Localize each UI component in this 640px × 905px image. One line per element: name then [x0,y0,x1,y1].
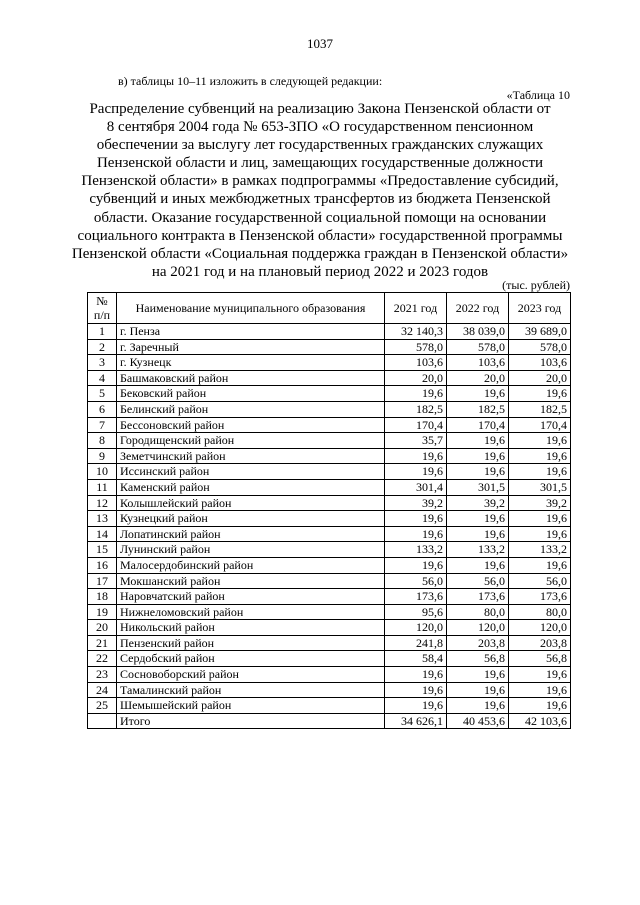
value-2021: 19,6 [385,557,447,573]
value-2023: 182,5 [509,401,571,417]
value-2023: 19,6 [509,526,571,542]
document-title [70,100,570,281]
value-2022: 133,2 [447,542,509,558]
municipality-name: Башмаковский район [117,370,385,386]
value-2021: 19,6 [385,386,447,402]
row-number: 13 [88,511,117,527]
table-row [88,401,571,417]
municipality-name: Мокшанский район [117,573,385,589]
table-row [88,495,571,511]
value-2021: 173,6 [385,589,447,605]
value-2023: 301,5 [509,479,571,495]
municipality-name: Земетчинский район [117,448,385,464]
units-label: (тыс. рублей) [502,278,570,292]
municipality-name: г. Заречный [117,339,385,355]
municipality-name: Тамалинский район [117,682,385,698]
row-number: 9 [88,448,117,464]
municipality-name: Сосновоборский район [117,667,385,683]
subvention-table [87,292,571,729]
table-row [88,635,571,651]
row-number: 17 [88,573,117,589]
value-2023: 203,8 [509,635,571,651]
value-2022: 38 039,0 [447,324,509,340]
row-number: 8 [88,433,117,449]
value-2023: 20,0 [509,370,571,386]
municipality-name: Бековский район [117,386,385,402]
municipality-name: г. Кузнецк [117,355,385,371]
table-row [88,698,571,714]
row-number: 22 [88,651,117,667]
value-2022: 103,6 [447,355,509,371]
header-2021: 2021 год [385,293,447,324]
table-row [88,682,571,698]
municipality-name: Малосердобинский район [117,557,385,573]
value-2023: 173,6 [509,589,571,605]
table-header-row [88,293,571,324]
value-2023: 133,2 [509,542,571,558]
table-row [88,433,571,449]
row-number: 4 [88,370,117,386]
row-number: 15 [88,542,117,558]
value-2021: 133,2 [385,542,447,558]
table-body [88,324,571,729]
row-number: 23 [88,667,117,683]
value-2021: 56,0 [385,573,447,589]
value-2023: 170,4 [509,417,571,433]
title-line: обеспечении за выслугу лет государственных гражданских служащих [96,137,544,154]
municipality-name: Пензенский район [117,635,385,651]
value-2021: 35,7 [385,433,447,449]
value-2022: 182,5 [447,401,509,417]
header-municipality: Наименование муниципального образования [117,293,385,324]
row-number: 6 [88,401,117,417]
municipality-name: Сердобский район [117,651,385,667]
table-row [88,324,571,340]
value-2021: 19,6 [385,511,447,527]
value-2021: 34 626,1 [385,713,447,729]
row-number: 3 [88,355,117,371]
value-2021: 19,6 [385,464,447,480]
table-row [88,479,571,495]
row-number: 10 [88,464,117,480]
municipality-name: Итого [117,713,385,729]
value-2021: 95,6 [385,604,447,620]
table-row [88,651,571,667]
row-number: 24 [88,682,117,698]
value-2021: 241,8 [385,635,447,651]
value-2023: 39,2 [509,495,571,511]
row-number [88,713,117,729]
municipality-name: Белинский район [117,401,385,417]
value-2022: 19,6 [447,526,509,542]
intro-text: в) таблицы 10–11 изложить в следующей редакции: [118,74,383,88]
value-2023: 56,0 [509,573,571,589]
header-2023: 2023 год [509,293,571,324]
value-2021: 120,0 [385,620,447,636]
table-reference: «Таблица 10 [506,88,570,102]
value-2021: 39,2 [385,495,447,511]
table-row [88,620,571,636]
table-row [88,370,571,386]
value-2021: 19,6 [385,698,447,714]
value-2022: 80,0 [447,604,509,620]
row-number: 1 [88,324,117,340]
table-row [88,464,571,480]
municipality-name: Лопатинский район [117,526,385,542]
municipality-name: Бессоновский район [117,417,385,433]
value-2021: 20,0 [385,370,447,386]
row-number: 11 [88,479,117,495]
value-2022: 19,6 [447,682,509,698]
title-line: Пензенской области «Социальная поддержка граждан в Пензенской области» [71,245,569,262]
municipality-name: Нижнеломовский район [117,604,385,620]
row-number: 16 [88,557,117,573]
value-2022: 19,6 [447,386,509,402]
table-row [88,667,571,683]
value-2022: 19,6 [447,511,509,527]
value-2022: 19,6 [447,464,509,480]
table-row [88,557,571,573]
title-line: социального контракта в Пензенской области» государственной программы [77,227,563,244]
value-2023: 578,0 [509,339,571,355]
value-2022: 173,6 [447,589,509,605]
table-row [88,526,571,542]
municipality-name: Колышлейский район [117,495,385,511]
value-2022: 40 453,6 [447,713,509,729]
value-2023: 19,6 [509,667,571,683]
header-number: № п/п [88,293,117,324]
value-2021: 58,4 [385,651,447,667]
municipality-name: г. Пенза [117,324,385,340]
value-2023: 19,6 [509,511,571,527]
row-number: 18 [88,589,117,605]
table-row [88,604,571,620]
value-2021: 578,0 [385,339,447,355]
value-2022: 39,2 [447,495,509,511]
title-line: Распределение субвенций на реализацию Закона Пензенской области от [89,101,551,117]
value-2022: 203,8 [447,635,509,651]
title-line: Пензенской области» в рамках подпрограммы «Предоставление субсидий, [81,173,559,190]
value-2022: 56,8 [447,651,509,667]
value-2021: 19,6 [385,682,447,698]
row-number: 2 [88,339,117,355]
value-2023: 103,6 [509,355,571,371]
value-2021: 170,4 [385,417,447,433]
value-2022: 19,6 [447,448,509,464]
page-number: 1037 [307,36,333,51]
title-line: 8 сентября 2004 года № 653-ЗПО «О государственном пенсионном [106,119,534,136]
value-2021: 301,4 [385,479,447,495]
value-2021: 19,6 [385,667,447,683]
municipality-name: Никольский район [117,620,385,636]
title-line: на 2021 год и на плановый период 2022 и 2023 годов [151,263,489,280]
value-2023: 19,6 [509,386,571,402]
municipality-name: Городищенский район [117,433,385,449]
value-2022: 20,0 [447,370,509,386]
municipality-name: Шемышейский район [117,698,385,714]
title-line: Пензенской области и лиц, замещающих государственные должности [96,155,544,172]
municipality-name: Каменский район [117,479,385,495]
municipality-name: Иссинский район [117,464,385,480]
value-2021: 182,5 [385,401,447,417]
value-2021: 19,6 [385,448,447,464]
value-2023: 19,6 [509,557,571,573]
value-2021: 19,6 [385,526,447,542]
value-2022: 19,6 [447,433,509,449]
value-2023: 19,6 [509,698,571,714]
municipality-name: Кузнецкий район [117,511,385,527]
value-2023: 19,6 [509,682,571,698]
value-2021: 32 140,3 [385,324,447,340]
value-2022: 301,5 [447,479,509,495]
value-2023: 80,0 [509,604,571,620]
table-row [88,355,571,371]
row-number: 5 [88,386,117,402]
row-number: 20 [88,620,117,636]
value-2023: 19,6 [509,433,571,449]
value-2023: 19,6 [509,464,571,480]
table-row [88,511,571,527]
municipality-name: Наровчатский район [117,589,385,605]
value-2023: 19,6 [509,448,571,464]
row-number: 14 [88,526,117,542]
header-2022: 2022 год [447,293,509,324]
table-row [88,386,571,402]
value-2022: 56,0 [447,573,509,589]
value-2022: 19,6 [447,698,509,714]
total-row [88,713,571,729]
title-line: субвенций и иных межбюджетных трансфертов из бюджета Пензенской [89,191,551,208]
value-2023: 39 689,0 [509,324,571,340]
title-line: области. Оказание государственной социальной помощи на основании [93,209,547,226]
row-number: 21 [88,635,117,651]
value-2021: 103,6 [385,355,447,371]
row-number: 19 [88,604,117,620]
value-2023: 120,0 [509,620,571,636]
table-row [88,417,571,433]
municipality-name: Лунинский район [117,542,385,558]
value-2022: 578,0 [447,339,509,355]
table-row [88,573,571,589]
table-row [88,542,571,558]
row-number: 7 [88,417,117,433]
table-row [88,589,571,605]
value-2023: 56,8 [509,651,571,667]
value-2022: 170,4 [447,417,509,433]
row-number: 12 [88,495,117,511]
value-2023: 42 103,6 [509,713,571,729]
table-row [88,448,571,464]
row-number: 25 [88,698,117,714]
value-2022: 19,6 [447,667,509,683]
value-2022: 19,6 [447,557,509,573]
table-row [88,339,571,355]
value-2022: 120,0 [447,620,509,636]
